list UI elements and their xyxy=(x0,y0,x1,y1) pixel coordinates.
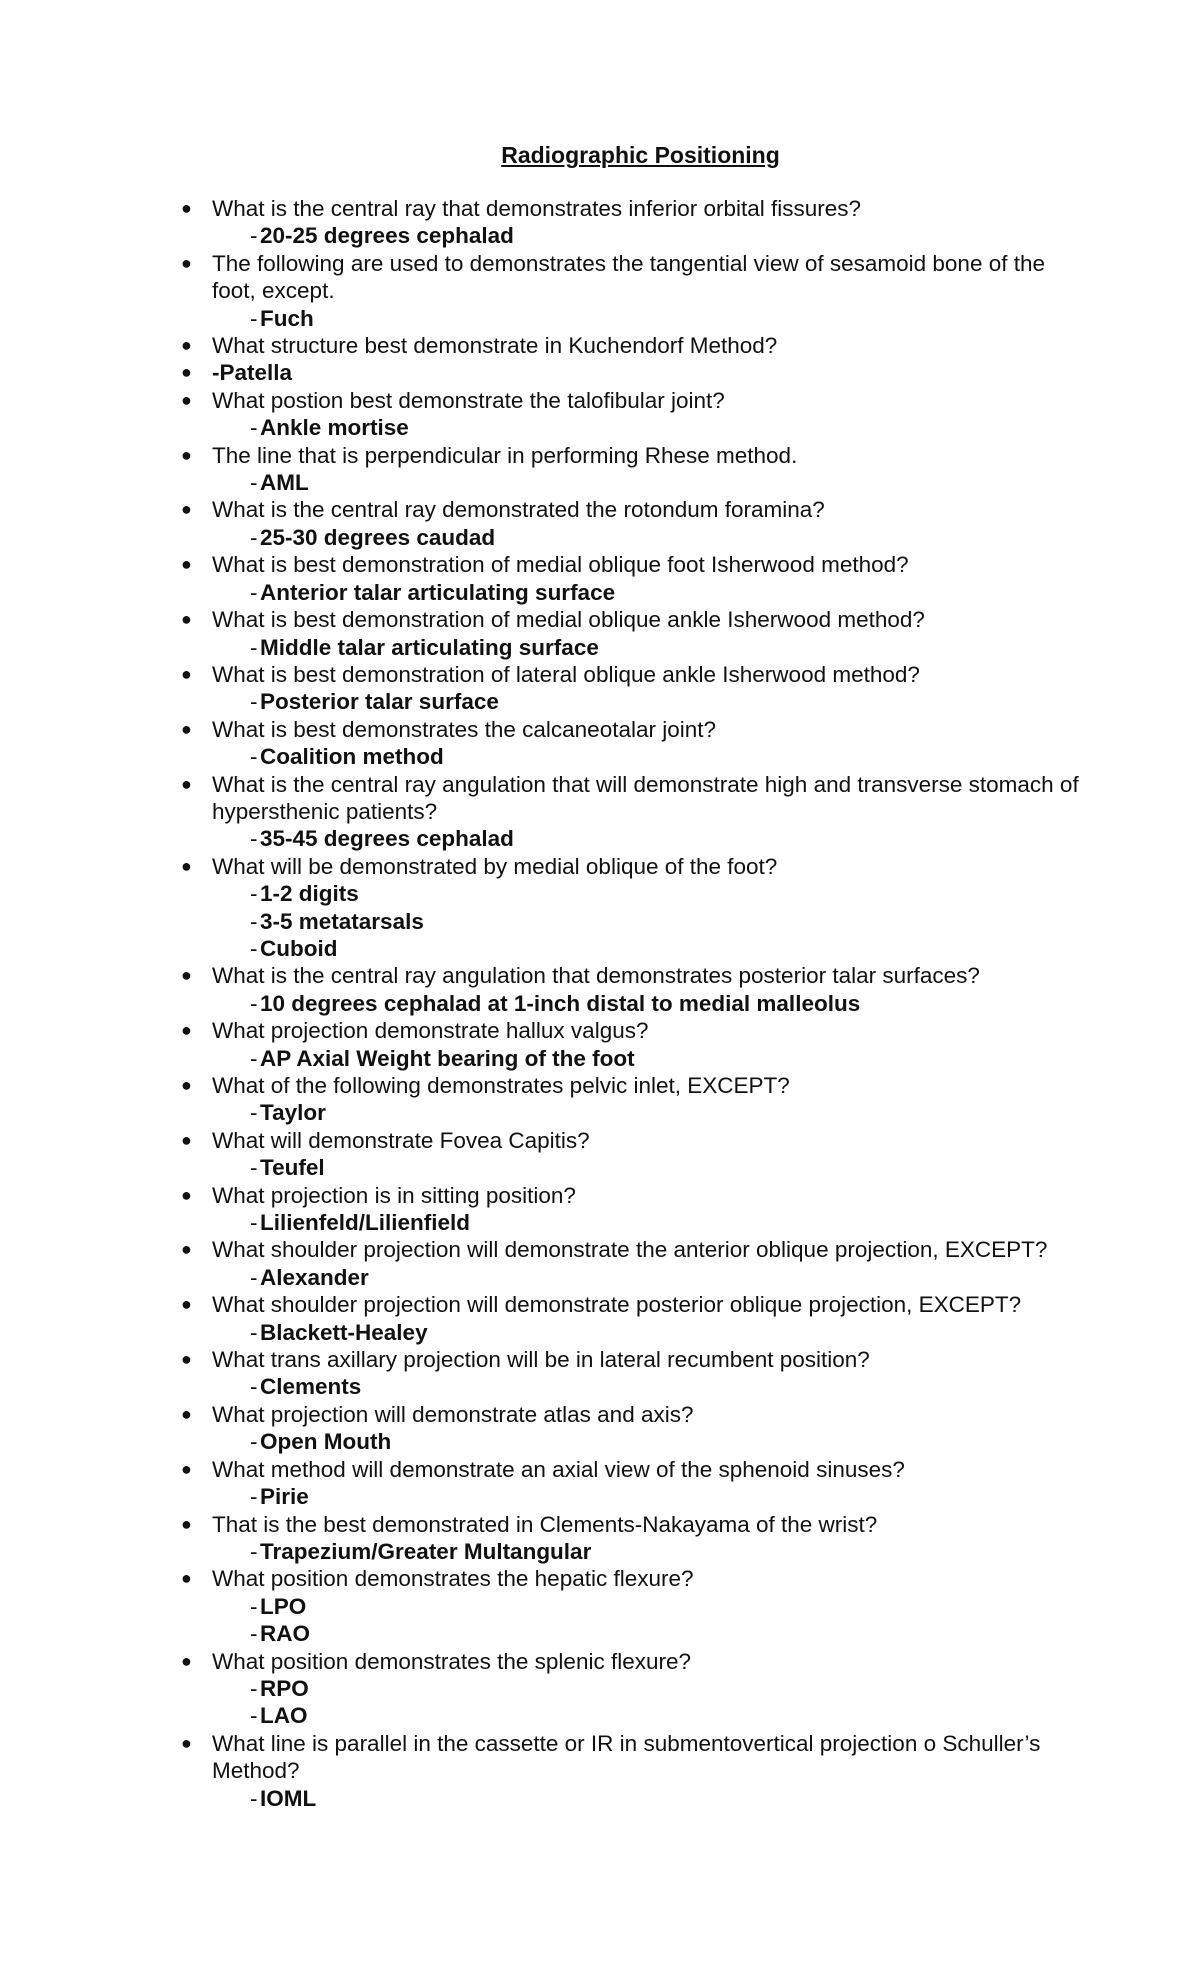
question-text: What is the central ray angulation that will demonstrate high and transverse stomach of hypersthenic patients? xyxy=(212,771,1079,824)
answer-item xyxy=(188,634,1088,661)
question-item xyxy=(181,716,1088,743)
question-item xyxy=(181,1072,1088,1099)
answer-item xyxy=(188,1593,1088,1620)
bullet-icon: ● xyxy=(181,1075,192,1095)
bullet-icon: ● xyxy=(181,444,192,465)
dash-marker: - xyxy=(250,1374,258,1400)
bullet-icon: ● xyxy=(181,773,192,794)
dash-marker: - xyxy=(250,935,258,961)
question-text: What trans axillary projection will be in lateral recumbent position? xyxy=(212,1347,870,1373)
dash-marker: - xyxy=(250,634,258,660)
answer-text: Middle talar articulating surface xyxy=(260,634,599,660)
answer-text: Ankle mortise xyxy=(260,415,409,441)
answer-item xyxy=(188,1045,1088,1072)
dash-marker: - xyxy=(250,1155,258,1181)
bullet-icon: ● xyxy=(181,609,192,630)
bullet-icon: ● xyxy=(181,1650,192,1671)
question-text: What projection is in sitting position? xyxy=(212,1182,576,1208)
question-text: What is the central ray angulation that demonstrates posterior talar surfaces? xyxy=(212,963,980,989)
question-item xyxy=(181,1565,1088,1592)
question-text: What is best demonstration of medial oblique ankle Isherwood method? xyxy=(212,607,925,633)
question-item xyxy=(181,1511,1088,1538)
question-text: What postion best demonstrate the talofibular joint? xyxy=(212,387,725,413)
answer-text: 25-30 degrees caudad xyxy=(260,524,496,550)
question-item xyxy=(181,387,1088,414)
answer-text: AML xyxy=(260,470,309,496)
answer-item xyxy=(188,935,1088,962)
answer-item xyxy=(188,1538,1088,1565)
question-list xyxy=(181,195,1088,1812)
question-text: What shoulder projection will demonstrate the anterior oblique projection, EXCEPT? xyxy=(212,1237,1048,1263)
bullet-icon: ● xyxy=(181,198,192,218)
question-item xyxy=(181,1182,1088,1209)
answer-text: Lilienfeld/Lilienfield xyxy=(260,1210,471,1236)
answer-text: Fuch xyxy=(260,305,314,331)
answer-text: Blackett-Healey xyxy=(260,1319,428,1345)
bullet-icon: ● xyxy=(181,389,192,410)
answer-text: Taylor xyxy=(260,1100,326,1126)
answer-text: Alexander xyxy=(260,1264,369,1290)
question-item xyxy=(181,1291,1088,1318)
answer-text: RAO xyxy=(260,1621,310,1647)
bullet-icon: ● xyxy=(181,335,192,356)
question-item xyxy=(181,496,1088,523)
answer-text: Clements xyxy=(260,1374,362,1400)
question-text: What is the central ray demonstrated the rotondum foramina? xyxy=(212,497,825,523)
bullet-icon: ● xyxy=(181,1403,192,1424)
answer-item xyxy=(188,880,1088,907)
dash-marker: - xyxy=(250,470,258,496)
dash-marker: - xyxy=(250,1319,258,1345)
bullet-icon: ● xyxy=(181,1129,192,1150)
question-item xyxy=(181,962,1088,989)
answer-item xyxy=(188,222,1088,249)
question-text: What position demonstrates the hepatic flexure? xyxy=(212,1566,694,1592)
answer-text: 3-5 metatarsals xyxy=(260,908,424,934)
bullet-icon: ● xyxy=(181,362,192,383)
dash-marker: - xyxy=(250,524,258,550)
bullet-icon: ● xyxy=(181,1239,192,1260)
bullet-icon: ● xyxy=(181,1513,192,1534)
answer-item xyxy=(188,1675,1088,1702)
answer-item xyxy=(188,1620,1088,1647)
answer-text: 1-2 digits xyxy=(260,881,359,907)
answer-item xyxy=(188,825,1088,852)
bullet-icon: ● xyxy=(181,1184,192,1205)
question-item xyxy=(181,661,1088,688)
answer-text: Open Mouth xyxy=(260,1429,392,1455)
answer-text: RPO xyxy=(260,1675,309,1701)
question-item xyxy=(181,1346,1088,1373)
page-title: Radiographic Positioning xyxy=(501,142,780,168)
bullet-icon: ● xyxy=(181,252,192,273)
bullet-icon: ● xyxy=(181,1020,192,1041)
bullet-icon: ● xyxy=(181,1349,192,1370)
bullet-icon: ● xyxy=(181,855,192,876)
question-text: What projection demonstrate hallux valgus? xyxy=(212,1018,649,1044)
dash-marker: - xyxy=(250,1675,258,1701)
question-item xyxy=(181,250,1088,305)
answer-text: LPO xyxy=(260,1593,307,1619)
question-item xyxy=(181,1456,1088,1483)
bullet-icon: ● xyxy=(181,965,192,986)
answer-item xyxy=(188,469,1088,496)
question-item xyxy=(181,1648,1088,1675)
question-text: What of the following demonstrates pelvic inlet, EXCEPT? xyxy=(212,1073,790,1098)
dash-marker: - xyxy=(250,415,258,441)
question-text: What is best demonstration of medial oblique foot Isherwood method? xyxy=(212,552,909,578)
dash-marker: - xyxy=(250,689,258,715)
answer-text: Coalition method xyxy=(260,744,444,770)
question-text: What is best demonstrates the calcaneotalar joint? xyxy=(212,716,717,742)
question-text: What is the central ray that demonstrates inferior orbital fissures? xyxy=(212,196,862,221)
question-item xyxy=(181,551,1088,578)
answer-text: Anterior talar articulating surface xyxy=(260,579,616,605)
answer-item xyxy=(188,908,1088,935)
answer-item xyxy=(188,1702,1088,1729)
answer-item xyxy=(188,414,1088,441)
dash-marker: - xyxy=(250,579,258,605)
answer-item xyxy=(188,579,1088,606)
dash-marker: - xyxy=(250,908,258,934)
answer-text: AP Axial Weight bearing of the foot xyxy=(260,1045,635,1071)
dash-marker: - xyxy=(250,1593,258,1619)
question-text: What will be demonstrated by medial oblique of the foot? xyxy=(212,853,778,879)
answer-item xyxy=(188,1428,1088,1455)
answer-text: IOML xyxy=(260,1785,317,1811)
question-item xyxy=(181,195,1088,222)
dash-marker: - xyxy=(250,1785,258,1811)
answer-item xyxy=(188,524,1088,551)
dash-marker: - xyxy=(250,826,258,852)
question-item xyxy=(181,1401,1088,1428)
answer-item xyxy=(188,1209,1088,1236)
dash-marker: - xyxy=(250,1703,258,1729)
question-text: What will demonstrate Fovea Capitis? xyxy=(212,1127,590,1153)
answer-text: 10 degrees cephalad at 1-inch distal to medial malleolus xyxy=(260,990,861,1016)
bullet-icon: ● xyxy=(181,1458,192,1479)
dash-marker: - xyxy=(250,1264,258,1290)
question-item xyxy=(181,359,1088,386)
dash-marker: - xyxy=(250,1538,258,1564)
question-text: That is the best demonstrated in Clements-Nakayama of the wrist? xyxy=(212,1511,878,1537)
answer-item xyxy=(188,688,1088,715)
answer-item xyxy=(188,305,1088,332)
bullet-icon: ● xyxy=(181,499,192,520)
question-item xyxy=(181,442,1088,469)
bullet-icon: ● xyxy=(181,663,192,684)
bullet-icon: ● xyxy=(181,1732,192,1753)
answer-item xyxy=(188,1373,1088,1400)
dash-marker: - xyxy=(250,305,258,331)
answer-item xyxy=(188,1319,1088,1346)
dash-marker: - xyxy=(250,1621,258,1647)
question-item xyxy=(181,1127,1088,1154)
answer-item xyxy=(188,990,1088,1017)
answer-text: Pirie xyxy=(260,1484,309,1510)
answer-item xyxy=(188,1785,1088,1812)
answer-item xyxy=(188,1154,1088,1181)
question-text: What shoulder projection will demonstrate posterior oblique projection, EXCEPT? xyxy=(212,1292,1022,1318)
answer-item xyxy=(188,743,1088,770)
bullet-icon: ● xyxy=(181,718,192,739)
answer-item xyxy=(188,1264,1088,1291)
bullet-icon: ● xyxy=(181,554,192,575)
answer-text: 35-45 degrees cephalad xyxy=(260,826,514,852)
question-text: The following are used to demonstrates the tangential view of sesamoid bone of the foot, except. xyxy=(212,250,1046,304)
question-text: What position demonstrates the splenic flexure? xyxy=(212,1648,692,1674)
dash-marker: - xyxy=(250,1100,258,1126)
answer-text: LAO xyxy=(260,1703,308,1729)
answer-item xyxy=(188,1099,1088,1126)
dash-marker: - xyxy=(250,223,258,249)
dash-marker: - xyxy=(250,1429,258,1455)
dash-marker: - xyxy=(250,1484,258,1510)
bullet-icon: ● xyxy=(181,1294,192,1315)
question-item xyxy=(181,853,1088,880)
answer-text: Cuboid xyxy=(260,935,338,961)
question-item xyxy=(181,1017,1088,1044)
question-text: What structure best demonstrate in Kuchendorf Method? xyxy=(212,333,778,359)
question-text: What method will demonstrate an axial view of the sphenoid sinuses? xyxy=(212,1456,905,1482)
question-item xyxy=(181,332,1088,359)
question-item xyxy=(181,1236,1088,1263)
dash-marker: - xyxy=(250,990,258,1016)
question-text: What projection will demonstrate atlas and axis? xyxy=(212,1401,694,1427)
dash-marker: - xyxy=(250,744,258,770)
question-text: What is best demonstration of lateral oblique ankle Isherwood method? xyxy=(212,661,920,687)
question-text: What line is parallel in the cassette or IR in submentovertical projection o Schuller’s Method? xyxy=(212,1730,1041,1784)
answer-text: Posterior talar surface xyxy=(260,689,499,715)
question-item xyxy=(181,606,1088,633)
question-item xyxy=(181,1730,1088,1785)
dash-marker: - xyxy=(250,1045,258,1071)
question-text: -Patella xyxy=(212,360,293,386)
dash-marker: - xyxy=(250,881,258,907)
answer-text: 20-25 degrees cephalad xyxy=(260,223,514,249)
answer-text: Teufel xyxy=(260,1155,325,1181)
question-text: The line that is perpendicular in performing Rhese method. xyxy=(212,442,798,468)
answer-text: Trapezium/Greater Multangular xyxy=(260,1538,592,1564)
dash-marker: - xyxy=(250,1210,258,1236)
bullet-icon: ● xyxy=(181,1568,192,1589)
question-item xyxy=(181,771,1088,826)
answer-item xyxy=(188,1483,1088,1510)
